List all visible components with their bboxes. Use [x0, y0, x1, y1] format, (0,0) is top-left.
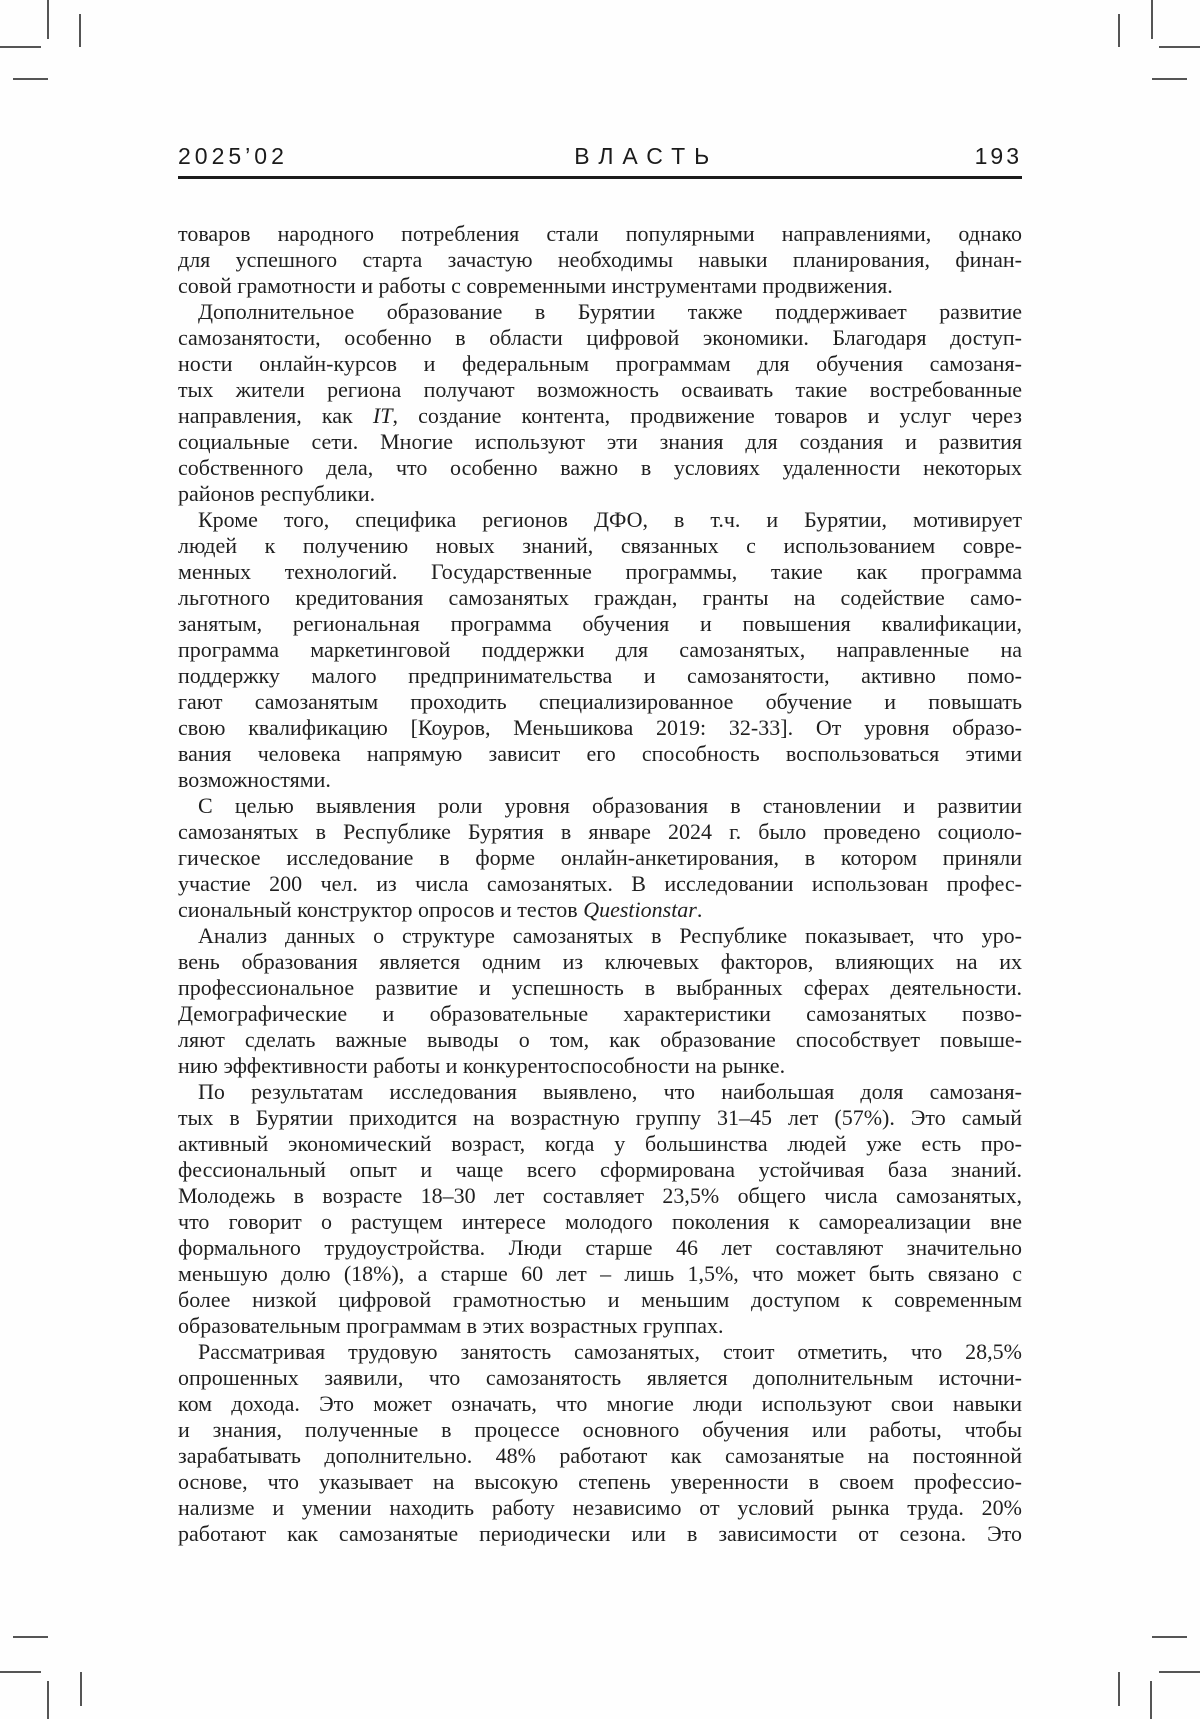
crop-mark: [1150, 1681, 1152, 1719]
page-number: 193: [974, 143, 1022, 169]
text-line: ком дохода. Это может означать, что многие люди используют свои навыки: [178, 1391, 1022, 1416]
article-body: [178, 221, 1022, 1547]
text-line: сиональный конструктор опросов и тестов Questionstar.: [178, 897, 703, 922]
text-line: совой грамотности и работы с современными инструментами продвижения.: [178, 273, 893, 298]
crop-mark: [1118, 1672, 1120, 1706]
running-head: [178, 136, 1022, 170]
crop-mark: [1152, 1636, 1187, 1638]
crop-mark: [47, 0, 49, 39]
text-line: Демографические и образовательные характеристики самозанятых позво-: [178, 1001, 1022, 1026]
journal-issue: 2025’02: [178, 143, 288, 169]
header-rule: [178, 176, 1022, 179]
text-line: гическое исследование в форме онлайн-анкетирования, в котором приняли: [178, 845, 1022, 870]
text-line: работают как самозанятые периодически или в зависимости от сезона. Это: [178, 1521, 1022, 1546]
crop-mark: [13, 78, 48, 80]
text-line: льготного кредитования самозанятых граждан, гранты на содействие само-: [178, 585, 1022, 610]
crop-mark: [1151, 0, 1153, 39]
crop-mark: [0, 46, 41, 48]
text-line: ности онлайн-курсов и федеральным программам для обучения самозаня-: [178, 351, 1022, 376]
text-line: фессиональный опыт и чаще всего сформирована устойчивая база знаний.: [178, 1157, 1022, 1182]
crop-mark: [79, 14, 81, 47]
text-line: основе, что указывает на высокую степень уверенности в своем профессио-: [178, 1469, 1022, 1494]
crop-mark: [1118, 14, 1120, 47]
text-line: вания человека напрямую зависит его способность воспользоваться этими: [178, 741, 1022, 766]
crop-mark: [80, 1672, 82, 1706]
crop-mark: [1159, 46, 1200, 48]
text-line: Дополнительное образование в Бурятии также поддерживает развитие: [198, 299, 1022, 324]
text-line: вень образования является одним из ключевых факторов, влияющих на их: [178, 949, 1022, 974]
text-line: программа маркетинговой поддержки для самозанятых, направленные на: [178, 637, 1022, 662]
text-line: зарабатывать дополнительно. 48% работают как самозанятые на постоянной: [178, 1443, 1022, 1468]
text-line: направления, как IT, создание контента, продвижение товаров и услуг через: [178, 403, 1022, 428]
text-line: и знания, полученные в процессе основного обучения или работы, чтобы: [178, 1417, 1022, 1442]
text-line: меньшую долю (18%), а старше 60 лет – лишь 1,5%, что может быть связано с: [178, 1261, 1022, 1286]
text-line: для успешного старта зачастую необходимы навыки планирования, финан-: [178, 247, 1022, 272]
text-line: районов республики.: [178, 481, 376, 506]
text-line: нию эффективности работы и конкурентоспособности на рынке.: [178, 1053, 786, 1078]
text-line: образовательным программам в этих возрастных группах.: [178, 1313, 724, 1338]
text-line: нализме и умении находить работу независимо от условий рынка труда. 20%: [178, 1495, 1022, 1520]
text-line: профессиональное развитие и успешность в выбранных сферах деятельности.: [178, 975, 1022, 1000]
text-line: свою квалификацию [Коуров, Меньшикова 2019: 32-33]. От уровня образо-: [178, 715, 1022, 740]
text-line: людей к получению новых знаний, связанных с использованием совре-: [178, 533, 1022, 558]
text-line: Кроме того, специфика регионов ДФО, в т.ч. и Бурятии, мотивирует: [198, 507, 1022, 532]
text-line: тых жители региона получают возможность осваивать такие востребованные: [178, 377, 1022, 402]
crop-mark: [1159, 1671, 1200, 1673]
text-line: участие 200 чел. из числа самозанятых. В исследовании использован профес-: [178, 871, 1022, 896]
text-line: активный экономический возраст, когда у большинства людей уже есть про-: [178, 1131, 1022, 1156]
text-line: ляют сделать важные выводы о том, как образование способствует повыше-: [178, 1027, 1022, 1052]
crop-mark: [13, 1636, 48, 1638]
crop-mark: [1152, 78, 1187, 80]
text-line: Рассматривая трудовую занятость самозанятых, стоит отметить, что 28,5%: [198, 1339, 1022, 1364]
text-line: тых в Бурятии приходится на возрастную группу 31–45 лет (57%). Это самый: [178, 1105, 1022, 1130]
crop-mark: [0, 1671, 41, 1673]
text-line: формального трудоустройства. Люди старше 46 лет составляют значительно: [178, 1235, 1022, 1260]
text-line: Молодежь в возрасте 18–30 лет составляет 23,5% общего числа самозанятых,: [178, 1183, 1022, 1208]
text-line: социальные сети. Многие используют эти знания для создания и развития: [178, 429, 1022, 454]
text-line: самозанятости, особенно в области цифровой экономики. Благодаря доступ-: [178, 325, 1022, 350]
text-line: опрошенных заявили, что самозанятость является дополнительным источни-: [178, 1365, 1022, 1390]
text-line: что говорит о растущем интересе молодого поколения к самореализации вне: [178, 1209, 1022, 1234]
text-line: занятым, региональная программа обучения и повышения квалификации,: [178, 611, 1022, 636]
text-line: собственного дела, что особенно важно в условиях удаленности некоторых: [178, 455, 1022, 480]
text-line: возможностями.: [178, 767, 331, 792]
text-line: товаров народного потребления стали популярными направлениями, однако: [178, 221, 1022, 246]
journal-title: ВЛАСТЬ: [574, 143, 719, 169]
crop-mark: [47, 1681, 49, 1719]
text-line: более низкой цифровой грамотностью и меньшим доступом к современным: [178, 1287, 1022, 1312]
text-line: менных технологий. Государственные программы, такие как программа: [178, 559, 1022, 584]
text-line: По результатам исследования выявлено, что наибольшая доля самозаня-: [198, 1079, 1022, 1104]
text-line: поддержку малого предпринимательства и самозанятости, активно помо-: [178, 663, 1022, 688]
text-line: самозанятых в Республике Бурятия в январе 2024 г. было проведено социоло-: [178, 819, 1022, 844]
text-line: С целью выявления роли уровня образования в становлении и развитии: [198, 793, 1022, 818]
text-line: Анализ данных о структуре самозанятых в Республике показывает, что уро-: [198, 923, 1022, 948]
text-line: гают самозанятым проходить специализированное обучение и повышать: [178, 689, 1022, 714]
